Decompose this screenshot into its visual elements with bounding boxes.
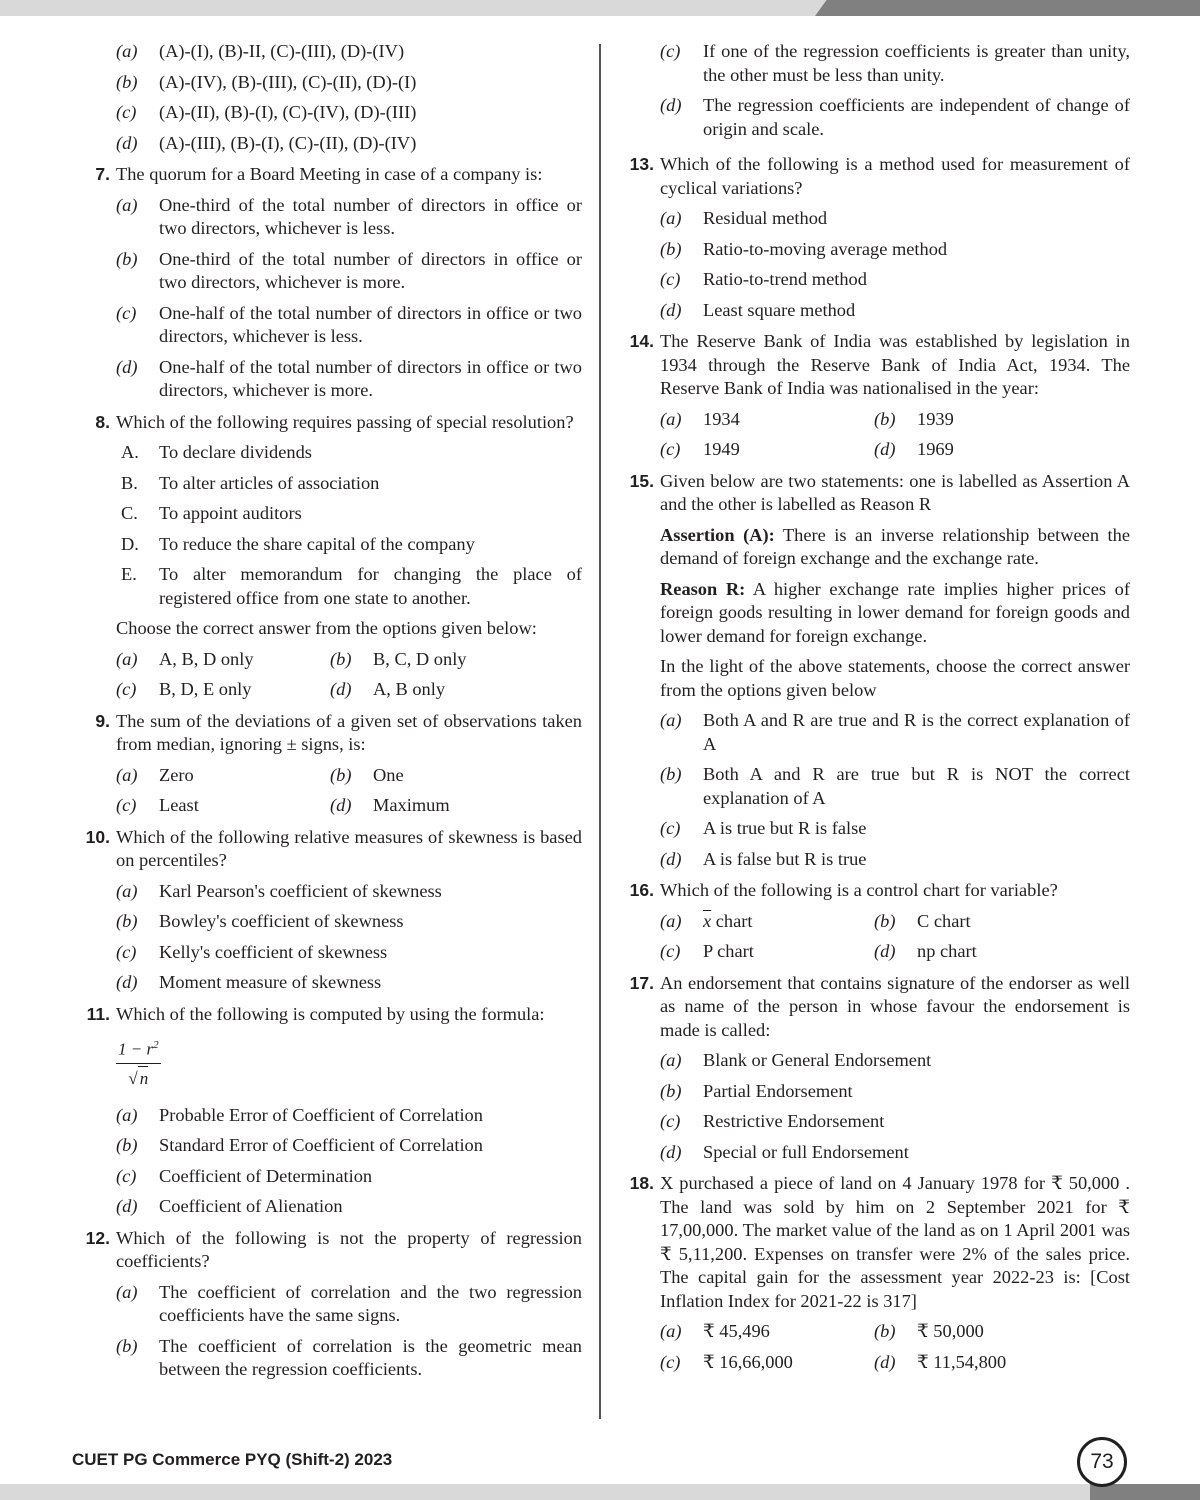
- option: (a) A, B, D only: [116, 648, 254, 669]
- list-item: C. To appoint auditors: [121, 503, 302, 523]
- option: (b) One: [330, 764, 404, 785]
- option: (d) Coefficient of Alienation: [116, 1196, 343, 1217]
- option: (d) 1969: [874, 439, 954, 459]
- question-text: Given below are two statements: one is labelled as Assertion A and the other is labelled as Reason R: [660, 470, 1130, 514]
- reason-statement: Reason R: A higher exchange rate implies higher prices of foreign goods resulting in lower demand for foreign goods and lower demand for foreign exchange.: [660, 578, 1130, 646]
- list-item: A. To declare dividends: [121, 442, 312, 462]
- question-text: An endorsement that contains signature of the endorser as well as name of the person in whose favour the endorsement is made is called:: [660, 972, 1130, 1040]
- left-column: [76, 40, 582, 1390]
- option: (d) Moment measure of skewness: [116, 972, 382, 992]
- option: (d) Special or full Endorsement: [660, 1141, 909, 1162]
- option: (b) Bowley's coefficient of skewness: [116, 911, 404, 931]
- page-number-badge: [1077, 1437, 1127, 1487]
- question-7: [76, 163, 582, 403]
- question-12: [76, 1227, 582, 1382]
- question-9: [76, 710, 582, 818]
- option: (a) Zero: [116, 764, 194, 785]
- question-6-continued: [76, 40, 582, 155]
- question-text: The quorum for a Board Meeting in case of a company is:: [116, 164, 543, 184]
- option: (a) One-third of the total number of directors in office or two directors, whichever is less.: [116, 194, 582, 238]
- option: (a) Both A and R are true and R is the correct explanation of A: [660, 710, 1130, 754]
- formula-numerator: $1 - r^2$: [116, 1034, 161, 1064]
- list-item: D. To reduce the share capital of the company: [121, 533, 475, 554]
- page-number: 73: [1090, 1450, 1114, 1473]
- question-number: 10.: [85, 826, 110, 847]
- question-number: 16.: [629, 880, 654, 900]
- option: (d) ₹ 11,54,800: [874, 1351, 1007, 1372]
- options-grid: [660, 1320, 1130, 1374]
- question-text: The Reserve Bank of India was established by legislation in 1934 through the Reserve Bank of India Act, 1934. The Reserve Bank of India was nationalised in the year:: [660, 331, 1130, 398]
- option: (b) Partial Endorsement: [660, 1080, 853, 1101]
- right-column: [620, 40, 1130, 1382]
- question-text: Which of the following is not the property of regression coefficients?: [116, 1227, 582, 1272]
- option: (a) Residual method: [660, 208, 828, 228]
- option: (a) Blank or General Endorsement: [660, 1050, 932, 1070]
- question-number: 11.: [86, 1003, 110, 1024]
- option: (a) $\overline{x}$ chart: [660, 910, 753, 931]
- option: (c) Coefficient of Determination: [116, 1165, 373, 1186]
- option: (c) Restrictive Endorsement: [660, 1111, 885, 1131]
- option: (a) Probable Error of Coefficient of Correlation: [116, 1104, 483, 1125]
- assertion-statement: Assertion (A): There is an inverse relationship between the demand of foreign exchange and the exchange rate.: [660, 524, 1130, 568]
- option: (c) 1949: [660, 439, 740, 459]
- option: (d) The regression coefficients are independent of change of origin and scale.: [660, 95, 1130, 139]
- question-text: Which of the following is computed by using the formula:: [116, 1003, 545, 1024]
- option: (a) 1934: [660, 408, 740, 429]
- question-number: 15.: [629, 470, 654, 491]
- option: (d) A, B only: [330, 679, 446, 699]
- option: (b) Ratio-to-moving average method: [660, 238, 948, 259]
- option: (c) ₹ 16,66,000: [660, 1351, 793, 1372]
- question-number: 18.: [629, 1173, 654, 1193]
- top-band-dark: [815, 0, 1200, 16]
- question-text: Which of the following relative measures of skewness is based on percentiles?: [116, 826, 582, 870]
- option: (a) Karl Pearson's coefficient of skewness: [116, 880, 442, 901]
- option: (c) B, D, E only: [116, 679, 252, 699]
- option: (a) (A)-(I), (B)-II, (C)-(III), (D)-(IV): [116, 41, 405, 61]
- option: (b) Both A and R are true but R is NOT the correct explanation of A: [660, 764, 1130, 808]
- option: (b) One-third of the total number of directors in office or two directors, whichever is more.: [116, 248, 582, 292]
- question-17: [620, 972, 1130, 1165]
- question-text: X purchased a piece of land on 4 January 1978 for ₹ 50,000 . The land was sold by him on 2 September 2021 for ₹ 17,00,000. The market value of the land as on 1 April 2001 was ₹ 5,11,200. Expenses on transfer were 2% of the sales price. The capital gain for the assessment year 2022-23 is: [Cost Inflation Index for 2021-22 is 317]: [660, 1173, 1130, 1311]
- footer-title: CUET PG Commerce PYQ (Shift-2) 2023: [72, 1450, 393, 1469]
- option: (b) B, C, D only: [330, 648, 467, 669]
- formula-denominator: √ n: [128, 1064, 148, 1091]
- question-number: 9.: [95, 710, 110, 731]
- question-18: [620, 1172, 1130, 1374]
- option: (a) ₹ 45,496: [660, 1321, 770, 1341]
- option: (d) (A)-(III), (B)-(I), (C)-(II), (D)-(IV): [116, 132, 417, 153]
- question-10: [76, 826, 582, 995]
- list-item: E. To alter memorandum for changing the place of registered office from one state to another.: [121, 564, 582, 608]
- option: (b) Standard Error of Coefficient of Correlation: [116, 1135, 483, 1156]
- option: (c) Ratio-to-trend method: [660, 269, 867, 289]
- option: (d) np chart: [874, 941, 977, 961]
- question-text: Which of the following is a control chart for variable?: [660, 880, 1058, 900]
- question-number: 8.: [95, 411, 110, 432]
- question-number: 14.: [629, 331, 654, 351]
- option: (d) A is false but R is true: [660, 848, 867, 869]
- option: (a) The coefficient of correlation and the two regression coefficients have the same signs.: [116, 1281, 582, 1326]
- options-grid: [116, 764, 582, 818]
- question-number: 12.: [85, 1227, 110, 1248]
- question-text: Which of the following requires passing of special resolution?: [116, 411, 574, 432]
- question-15: [620, 470, 1130, 872]
- formula-fraction: [116, 1034, 161, 1091]
- option: (b) (A)-(IV), (B)-(III), (C)-(II), (D)-(I): [116, 71, 417, 92]
- question-12-continued: [620, 40, 1130, 141]
- list-item: B. To alter articles of association: [121, 472, 380, 493]
- question-text: Which of the following is a method used for measurement of cyclical variations?: [660, 154, 1130, 198]
- option: (c) P chart: [660, 941, 754, 961]
- x-bar-symbol: $\overline{x}$: [703, 910, 712, 931]
- option: (d) Least square method: [660, 299, 856, 320]
- question-13: [620, 153, 1130, 322]
- instruction-text: Choose the correct answer from the options given below:: [116, 618, 537, 638]
- option: (d) One-half of the total number of directors in office or two directors, whichever is more.: [116, 356, 582, 400]
- option: (c) Kelly's coefficient of skewness: [116, 941, 388, 962]
- question-text: The sum of the deviations of a given set of observations taken from median, ignoring ± signs, is:: [116, 710, 582, 754]
- option: (c) One-half of the total number of directors in office or two directors, whichever is less.: [116, 302, 582, 346]
- option: (b) 1939: [874, 408, 954, 429]
- column-divider: [599, 44, 601, 1419]
- option: (c) Least: [116, 795, 199, 815]
- question-number: 13.: [629, 154, 654, 174]
- option: (d) Maximum: [330, 795, 450, 815]
- option: (b) The coefficient of correlation is the geometric mean between the regression coefficients.: [116, 1335, 582, 1380]
- option: (c) A is true but R is false: [660, 818, 867, 838]
- question-number: 7.: [95, 164, 110, 184]
- bottom-band-light: [0, 1484, 1200, 1500]
- question-number: 17.: [629, 972, 654, 993]
- option: (b) C chart: [874, 910, 971, 931]
- option: (b) ₹ 50,000: [874, 1321, 984, 1341]
- option: (c) If one of the regression coefficients is greater than unity, the other must be less than unity.: [660, 41, 1130, 85]
- question-8: [76, 411, 582, 702]
- option: (c) (A)-(II), (B)-(I), (C)-(IV), (D)-(III): [116, 102, 417, 122]
- options-grid: [660, 408, 1130, 462]
- question-11: [76, 1003, 582, 1219]
- options-grid: [660, 910, 1130, 964]
- options-grid: [116, 648, 582, 702]
- question-16: [620, 879, 1130, 964]
- question-14: [620, 330, 1130, 462]
- instruction-text: In the light of the above statements, choose the correct answer from the options given below: [660, 656, 1130, 700]
